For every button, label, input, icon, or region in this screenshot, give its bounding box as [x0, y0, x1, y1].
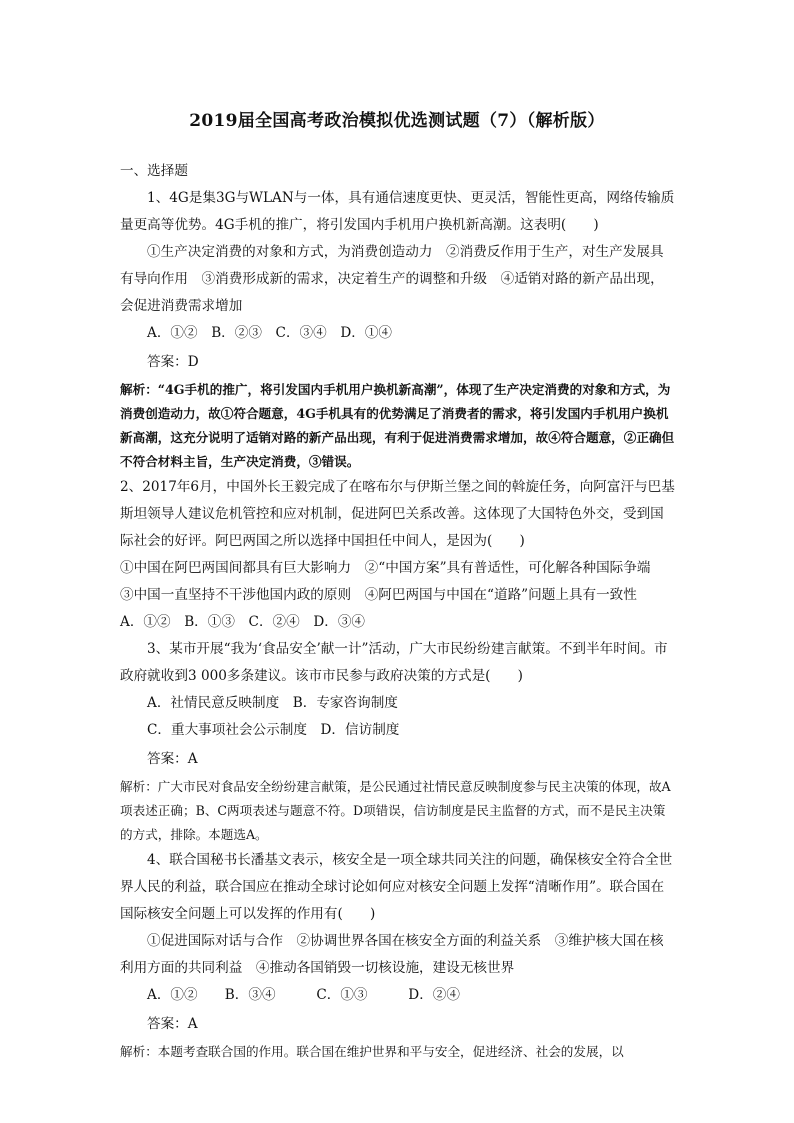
question-4-statements: ①促进国际对话与合作 ②协调世界各国在核安全方面的利益关系 ③维护核大国在核利用方面的共同利益 ④推动各国销毁一切核设施，建设无核世界 [120, 933, 664, 976]
question-4-answer: 答案：A [147, 1016, 198, 1032]
question-4-analysis: 解析：本题考查联合国的作用。联合国在维护世界和平与安全，促进经济、社会的发展，以 [120, 1044, 624, 1059]
question-2-stem: 2、2017年6月，中国外长王毅完成了在喀布尔与伊斯兰堡之间的斡旋任务，向阿富汗与巴基斯坦领导人建议危机管控和应对机制，促进阿巴关系改善。这体现了大国特色外交，受到国际社会的好评。阿巴两国之所以选择中国担任中间人，是因为( ) [120, 479, 675, 549]
question-1-answer: 答案：D [147, 354, 199, 370]
question-1-analysis: 解析：“4G手机的推广，将引发国内手机用户换机新高潮”，体现了生产决定消费的对象和方式，为消费创造动力，故①符合题意，4G手机具有的优势满足了消费者的需求，将引发国内手机用户换机新高潮，这充分说明了适销对路的新产品出现，有利于促进消费需求增加，故④符合题意，②正确但不符合材料主旨，生产决定消费，③错误。 [120, 382, 675, 469]
document-body [120, 158, 676, 1064]
section-heading: 一、选择题 [120, 163, 188, 179]
question-3-answer: 答案：A [147, 751, 198, 767]
question-3-stem: 3、某市开展“我为‘食品安全’献一计”活动，广大市民纷纷建言献策。不到半年时间。市政府就收到3 000多条建议。该市市民参与政府决策的方式是( ) [120, 641, 668, 684]
question-3-analysis: 解析：广大市民对食品安全纷纷建言献策，是公民通过社情民意反映制度参与民主决策的体现，故A项表述正确；B、C两项表述与题意不符。D项错误，信访制度是民主监督的方式，而不是民主决策的方式，排除。本题选A。 [120, 779, 671, 842]
question-1-stem: 1、4G是集3G与WLAN与一体，具有通信速度更快、更灵活，智能性更高，网络传输质量更高等优势。4G手机的推广，将引发国内手机用户换机新高潮。这表明( ) [120, 190, 675, 233]
question-4-choices: A．①② B．③④ C．①③ D．②④ [147, 987, 460, 1003]
question-2-choices: A．①② B．①③ C．②④ D．③④ [120, 614, 366, 630]
question-4-stem: 4、联合国秘书长潘基文表示，核安全是一项全球共同关注的问题，确保核安全符合全世界人民的利益，联合国应在推动全球讨论如何应对核安全问题上发挥“清晰作用”。联合国在国际核安全问题上可以发挥的作用有( ) [120, 852, 673, 922]
question-1-choices: A．①② B．②③ C．③④ D．①④ [147, 325, 393, 341]
question-2-statements-line2: ③中国一直坚持不干涉他国内政的原则 ④阿巴两国与中国在“道路”问题上具有一致性 [120, 587, 637, 603]
question-3-choices-ab: A．社情民意反映制度 B．专家咨询制度 [147, 695, 398, 711]
question-1-statements: ①生产决定消费的对象和方式，为消费创造动力 ②消费反作用于生产，对生产发展具有导向作用 ③消费形成新的需求，决定着生产的调整和升级 ④适销对路的新产品出现，会促进消费需求增加 [120, 244, 664, 314]
question-2-statements-line1: ①中国在阿巴两国间都具有巨大影响力 ②“中国方案”具有普适性，可化解各种国际争端 [120, 560, 651, 576]
question-3-choices-cd: C．重大事项社会公示制度 D．信访制度 [147, 722, 400, 738]
document-title: 2019届全国高考政治模拟优选测试题（7）（解析版） [189, 111, 605, 131]
